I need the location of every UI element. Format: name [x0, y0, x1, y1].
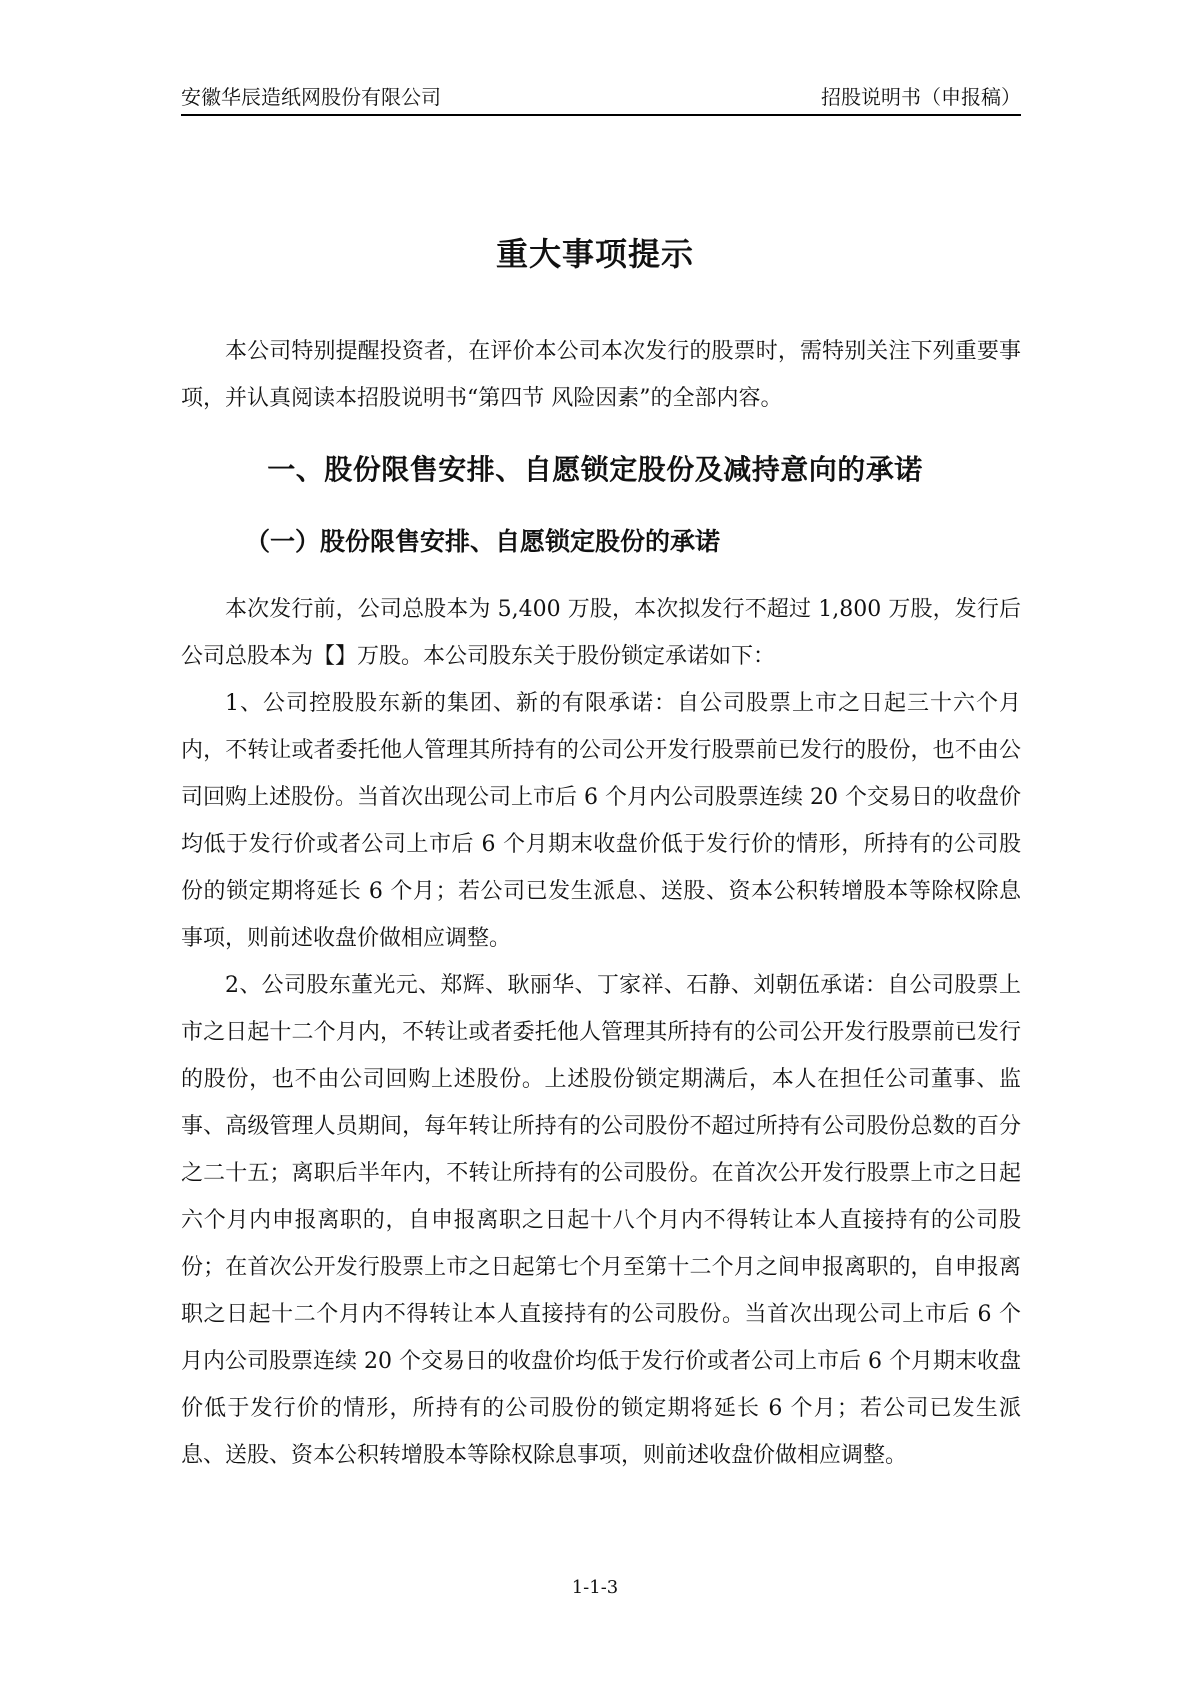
header-company-name: 安徽华辰造纸网股份有限公司: [181, 85, 441, 109]
subsection-heading: （一）股份限售安排、自愿锁定股份的承诺: [245, 527, 721, 556]
section-heading: 一、股份限售安排、自愿锁定股份及减持意向的承诺: [267, 453, 923, 486]
page-number: 1-1-3: [571, 1577, 619, 1598]
page-header: [181, 82, 1021, 116]
paragraph-controlling-shareholder: 1、公司控股股东新的集团、新的有限承诺：自公司股票上市之日起三十六个月内，不转让或者委托他人管理其所持有的公司公开发行股票前已发行的股份，也不由公司回购上述股份。当首次出现公司上市后 6 个月内公司股票连续 20 个交易日的收盘价均低于发行价或者公司上市后 6 个月期末收盘价低于发行价的情形，所持有的公司股份的锁定期将延长 6 个月；若公司已发生派息、送股、资本公积转增股本等除权除息事项，则前述收盘价做相应调整。: [181, 691, 1021, 951]
paragraph-individual-shareholders: 2、公司股东董光元、郑辉、耿丽华、丁家祥、石静、刘朝伍承诺：自公司股票上市之日起十二个月内，不转让或者委托他人管理其所持有的公司公开发行股票前已发行的股份，也不由公司回购上述股份。上述股份锁定期满后，本人在担任公司董事、监事、高级管理人员期间，每年转让所持有的公司股份不超过所持有公司股份总数的百分之二十五；离职后半年内，不转让所持有的公司股份。在首次公开发行股票上市之日起六个月内申报离职的，自申报离职之日起十八个月内不得转让本人直接持有的公司股份；在首次公开发行股票上市之日起第七个月至第十二个月之间申报离职的，自申报离职之日起十二个月内不得转让本人直接持有的公司股份。当首次出现公司上市后 6 个月内公司股票连续 20 个交易日的收盘价均低于发行价或者公司上市后 6 个月期末收盘价低于发行价的情形，所持有的公司股份的锁定期将延长 6 个月；若公司已发生派息、送股、资本公积转增股本等除权除息事项，则前述收盘价做相应调整。: [181, 973, 1021, 1468]
header-document-type: 招股说明书（申报稿）: [821, 85, 1021, 109]
intro-section: [181, 328, 1021, 422]
paragraph-share-capital: 本次发行前，公司总股本为 5,400 万股，本次拟发行不超过 1,800 万股，发行后公司总股本为【】万股。本公司股东关于股份锁定承诺如下：: [181, 597, 1021, 669]
page-title: 重大事项提示: [495, 235, 694, 273]
intro-paragraph: 本公司特别提醒投资者，在评价本公司本次发行的股票时，需特别关注下列重要事项，并认真阅读本招股说明书“第四节 风险因素”的全部内容。: [181, 339, 1021, 411]
subsection-body: [181, 586, 1021, 1479]
